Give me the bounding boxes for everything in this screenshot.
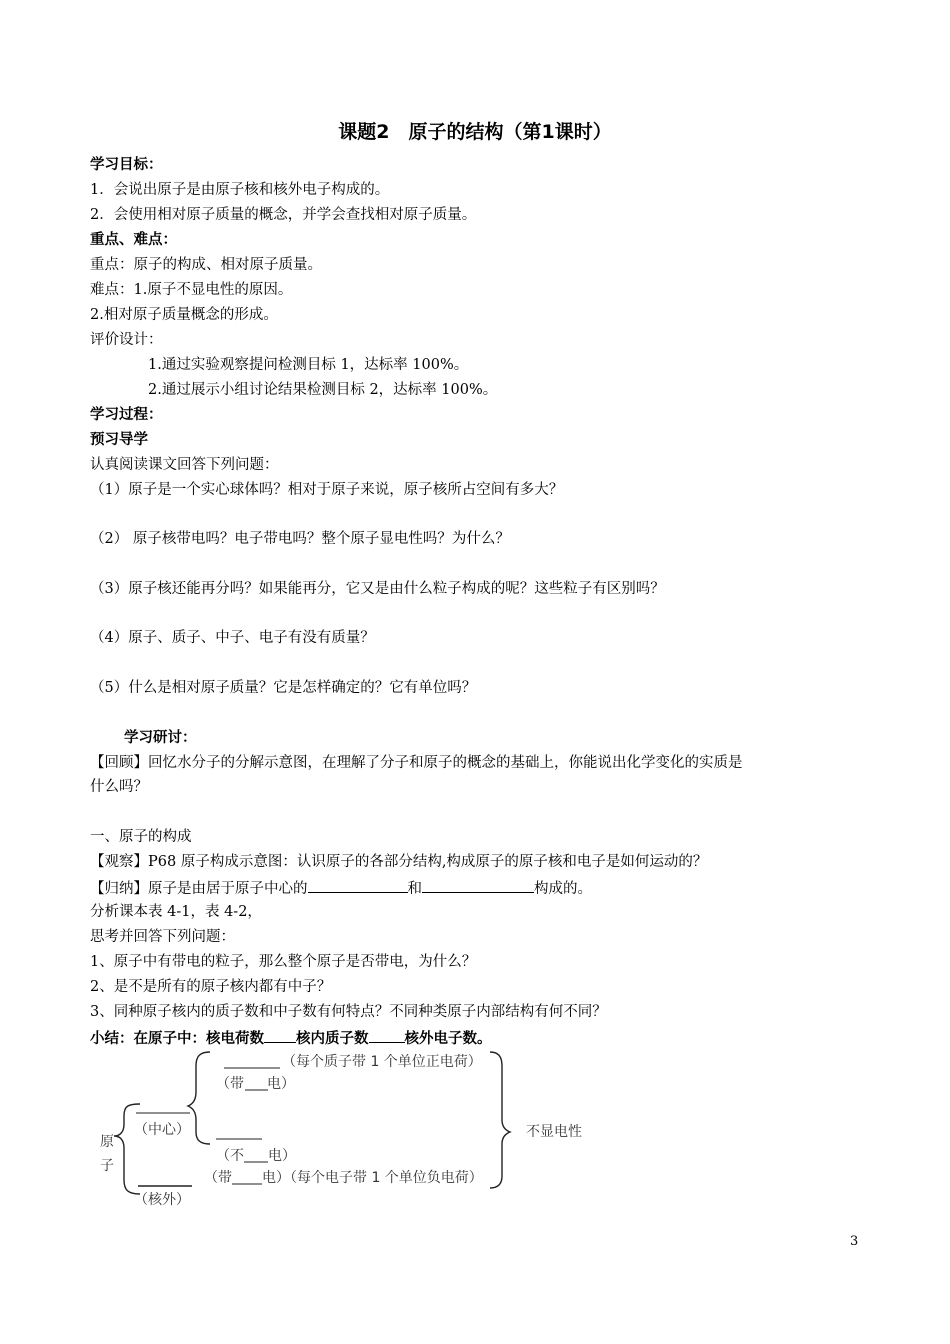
- preview-question: （4）原子、质子、中子、电子有没有质量？: [90, 630, 375, 646]
- think-question: 2、是不是所有的原子核内都有中子？: [90, 979, 332, 995]
- section-heading: 一、原子的构成: [90, 829, 192, 845]
- proton-note: （每个质子带 1 个单位正电荷）: [282, 1054, 482, 1070]
- summary-text: 构成的。: [534, 881, 592, 897]
- study-heading: 学习研讨：: [124, 730, 197, 746]
- preview-question: （2） 原子核带电吗？电子带电吗？整个原子显电性吗？为什么？: [90, 531, 510, 547]
- atom-brace: [114, 1104, 140, 1194]
- fill-blank[interactable]: [369, 1028, 405, 1043]
- atom-label: 原: [100, 1134, 114, 1150]
- fill-blank[interactable]: [308, 878, 408, 893]
- conclusion-line: [90, 1028, 492, 1048]
- page-title: 课题2 原子的结构（第1课时）: [338, 121, 612, 143]
- preview-intro: 认真阅读课文回答下列问题：: [90, 457, 279, 473]
- key-heading: 重点、难点：: [90, 232, 177, 248]
- summary-text: 和: [407, 881, 422, 897]
- goal-item: 1．会说出原子是由原子核和核外电子构成的。: [90, 182, 390, 198]
- neutron-charge-text: （不: [216, 1148, 244, 1164]
- conclusion-text: 小结：在原子中：核电荷数: [90, 1031, 264, 1047]
- electron-note-text: 电）（每个电子带 1 个单位负电荷）: [262, 1170, 483, 1186]
- process-heading: 学习过程：: [90, 407, 163, 423]
- summary-text: 【归纳】原子是由居于原子中心的: [90, 881, 308, 897]
- electron-note: [204, 1170, 483, 1186]
- proton-charge-text: （带: [216, 1076, 244, 1092]
- key-point: 重点：原子的构成、相对原子质量。: [90, 257, 322, 273]
- proton-charge: [216, 1076, 295, 1092]
- neutron-charge-text: 电）: [268, 1148, 296, 1164]
- observe-line: 【观察】P68 原子构成示意图：认识原子的各部分结构,构成原子的原子核和电子是如何运动的？: [90, 854, 708, 870]
- think-line: 思考并回答下列问题：: [90, 929, 235, 945]
- preview-question: （5）什么是相对原子质量？它是怎样确定的？它有单位吗？: [90, 680, 477, 696]
- conclusion-text: 核内质子数: [296, 1031, 369, 1047]
- eval-item: 2.通过展示小组讨论结果检测目标 2，达标率 100%。: [148, 382, 498, 398]
- preview-question: （3）原子核还能再分吗？如果能再分，它又是由什么粒子构成的呢？这些粒子有区别吗？: [90, 581, 665, 597]
- center-label: （中心）: [134, 1122, 190, 1138]
- difficulty-item: 2.相对原子质量概念的形成。: [90, 307, 278, 323]
- conclusion-text: 核外电子数。: [404, 1031, 492, 1047]
- atom-label: 子: [100, 1158, 114, 1174]
- preview-question: （1）原子是一个实心球体吗？相对于原子来说，原子核所占空间有多大？: [90, 482, 564, 498]
- outside-label: （核外）: [134, 1192, 190, 1208]
- think-question: 1、原子中有带电的粒子，那么整个原子是否带电，为什么？: [90, 954, 477, 970]
- eval-item: 1.通过实验观察提问检测目标 1，达标率 100%。: [148, 357, 469, 373]
- result-brace: [490, 1052, 510, 1188]
- eval-heading: 评价设计：: [90, 332, 163, 348]
- fill-blank[interactable]: [264, 1028, 296, 1043]
- review-line: 什么吗？: [90, 779, 148, 795]
- fill-blank[interactable]: [422, 878, 534, 893]
- difficulty-item: 难点：1.原子不显电性的原因。: [90, 282, 293, 298]
- goals-heading: 学习目标：: [90, 157, 163, 173]
- result-label: 不显电性: [526, 1124, 582, 1140]
- neutron-charge: [216, 1148, 296, 1164]
- page-number: 3: [850, 1234, 859, 1249]
- review-line: 【回顾】回忆水分子的分解示意图，在理解了分子和原子的概念的基础上，你能说出化学变化的实质是: [90, 755, 743, 771]
- electron-note-text: （带: [204, 1170, 232, 1186]
- nucleus-brace: [188, 1052, 210, 1144]
- proton-charge-text: 电）: [267, 1076, 295, 1092]
- preview-heading: 预习导学: [90, 432, 148, 448]
- think-question: 3、同种原子核内的质子数和中子数有何特点？不同种类原子内部结构有何不同？: [90, 1004, 607, 1020]
- goal-item: 2．会使用相对原子质量的概念，并学会查找相对原子质量。: [90, 207, 477, 223]
- analyze-line: 分析课本表 4-1，表 4-2，: [90, 904, 262, 920]
- summary-line: [90, 878, 592, 898]
